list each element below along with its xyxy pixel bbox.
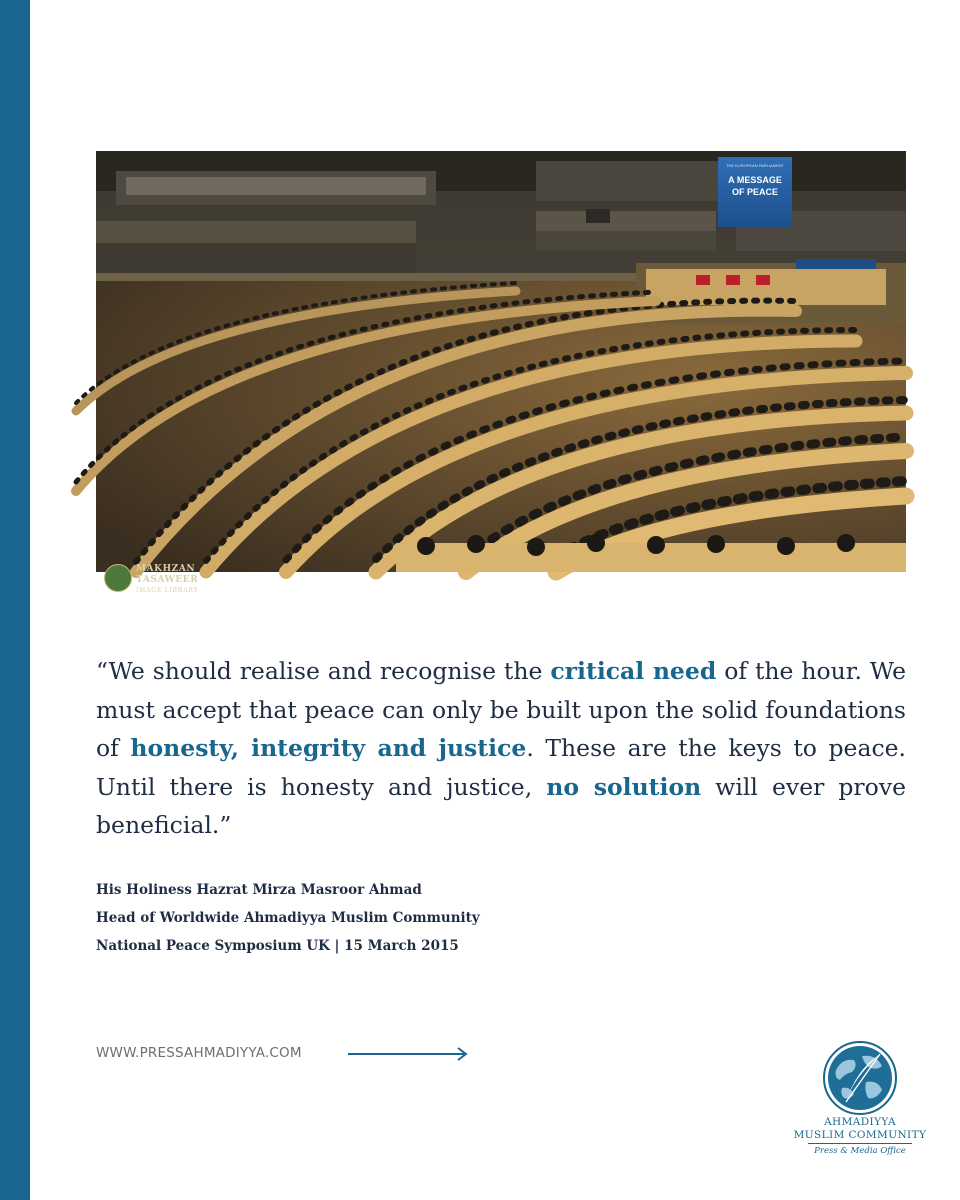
organization-logo	[790, 1040, 930, 1170]
website-link[interactable]: WWW.PRESSAHMADIYYA.COM	[96, 1045, 302, 1061]
arrow-right-icon	[348, 1047, 470, 1061]
watermark-line2: TASAWEER	[136, 575, 199, 585]
hero-photo	[96, 151, 906, 594]
quote-part-3: . These are the keys to peace. Until there is honesty and justice,	[96, 734, 906, 801]
screen-title-line2: OF PEACE	[731, 187, 779, 197]
speaker-role: Head of Worldwide Ahmadiyya Muslim Community	[96, 910, 480, 926]
globe-quill-icon	[822, 1040, 898, 1116]
watermark-line1: MAKHZAN	[136, 564, 196, 574]
left-accent-bar	[0, 0, 30, 1200]
quote-highlight-honesty: honesty, integrity and justice	[130, 734, 527, 762]
quote-part-1: “We should realise and recognise the	[96, 657, 551, 685]
logo-line-1: AHMADIYYA	[824, 1116, 896, 1128]
watermark-seal-icon	[104, 564, 132, 592]
logo-line-3: Press & Media Office	[814, 1146, 906, 1156]
quote-highlight-no-solution: no solution	[546, 772, 702, 801]
logo-line-2: MUSLIM COMMUNITY	[793, 1129, 927, 1141]
quote-attribution	[96, 876, 696, 960]
quote-text	[96, 652, 906, 845]
speaker-name: His Holiness Hazrat Mirza Masroor Ahmad	[96, 882, 422, 898]
quote-part-2: of the hour. We must accept that peace can only be built upon the solid foundations of	[96, 657, 906, 762]
logo-divider	[808, 1143, 912, 1144]
screen-title-line1: A MESSAGE	[728, 175, 782, 185]
event-date: National Peace Symposium UK | 15 March 2015	[96, 938, 459, 954]
parliament-hall-illustration	[96, 151, 906, 572]
quote-part-4: will ever prove beneficial.”	[96, 772, 906, 839]
screen-caption: THE EUROPEAN PARLIAMENT	[726, 163, 784, 168]
quote-highlight-critical-need: critical need	[550, 657, 717, 685]
watermark-line3: IMAGE LIBRARY	[136, 587, 199, 594]
